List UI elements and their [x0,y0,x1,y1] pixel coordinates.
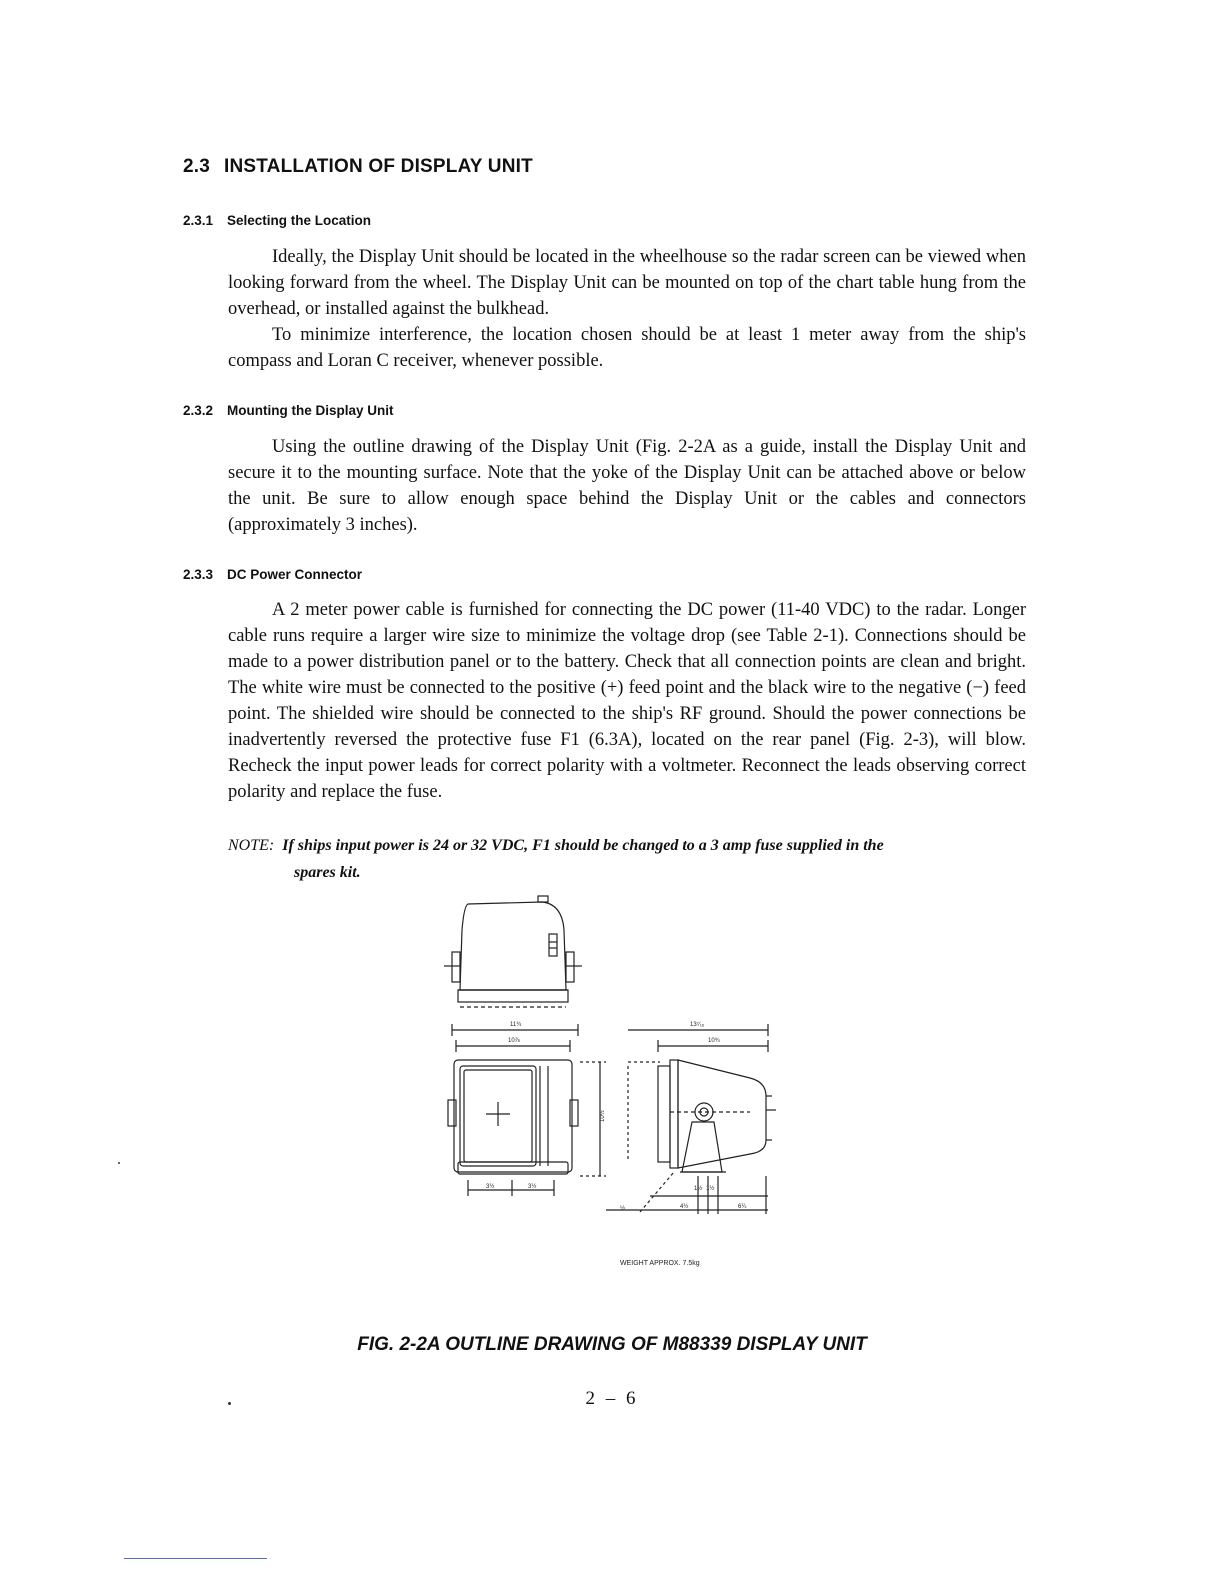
subsection-body [228,597,1026,805]
outline-drawing [430,890,800,1280]
subsection-body [228,434,1026,538]
dim-side-base-a: 1½ [694,1186,703,1192]
page-number: 2 – 6 [585,1388,639,1409]
side-view [606,1024,776,1214]
paragraph: A 2 meter power cable is furnished for connecting the DC power (11-40 VDC) to the radar. Longer cable runs require a larger wire size to minimize the voltage drop (see Table 2-1). Connections should be made to a power distribution panel or to the battery. Check that all connection points are clean and bright. The white wire must be connected to the positive (+) feed point and the black wire to the negative (−) feed point. The shielded wire should be connected to the ship's RF ground. Should the power connections be inadvertently reversed the protective fuse F1 (6.3A), located on the rear panel (Fig. 2-3), will blow. Recheck the input power leads for correct polarity with a voltmeter. Reconnect the leads observing correct polarity and replace the fuse. [228,600,1026,802]
subsection-heading [183,403,394,418]
subsection-title: Selecting the Location [227,213,372,228]
top-view [444,896,582,1007]
subsection-number: 2.3.2 [183,403,214,418]
subsection-number: 2.3.3 [183,567,214,582]
note-text: If ships input power is 24 or 32 VDC, F1 should be changed to a 3 amp fuse supplied in the [282,837,884,854]
dim-front-height: 10½ [600,1110,606,1122]
subsection-title: Mounting the Display Unit [227,403,394,418]
paragraph: Ideally, the Display Unit should be located in the wheelhouse so the radar screen can be viewed when looking forward from the wheel. The Display Unit can be mounted on top of the chart table hung from the overhead, or installed against the bulkhead. [228,247,1026,319]
dim-front-inner: 10⅞ [508,1038,520,1044]
section-title: INSTALLATION OF DISPLAY UNIT [224,156,533,177]
dim-side-base-b: 1½ [706,1186,715,1192]
dim-side-small: ½ [620,1206,626,1212]
subsection-body [228,244,1026,374]
subsection-title: DC Power Connector [227,567,363,582]
subsection-heading [183,567,362,582]
paragraph: Using the outline drawing of the Display Unit (Fig. 2-2A as a guide, install the Display Unit and secure it to the mounting surface. Note that the yoke of the Display Unit can be attached above or below the unit. Be sure to allow enough space behind the Display Unit or the cables and connectors (approximately 3 inches). [228,437,1026,535]
dim-front-overall: 11¾ [510,1022,522,1028]
dim-side-inner: 10¾ [708,1038,720,1044]
paragraph: To minimize interference, the location chosen should be at least 1 meter away from the ship's compass and Loran C receiver, whenever possible. [228,325,1026,371]
front-view [448,1024,606,1196]
subsection-number: 2.3.1 [183,213,214,228]
dim-side-base-d: 6¼ [738,1204,747,1210]
footer-rule [124,1558,267,1559]
weight-label: WEIGHT APPROX. 7.5kg [620,1260,700,1267]
scan-speck [228,1402,231,1405]
dim-side-base-c: 4½ [680,1204,689,1210]
figure-caption: FIG. 2-2A OUTLINE DRAWING OF M88339 DISPLAY UNIT [357,1334,867,1355]
dim-front-base-left: 3½ [486,1184,495,1190]
section-number: 2.3 [183,156,211,177]
scan-speck [118,1162,120,1164]
subsection-heading [183,213,371,228]
note [228,832,1026,886]
dim-side-overall: 13⁷⁄₁₆ [690,1022,705,1028]
dim-front-base-right: 3½ [528,1184,537,1190]
note-label: NOTE: [228,837,275,854]
section-heading [183,156,533,178]
note-text-continued: spares kit. [294,864,361,881]
